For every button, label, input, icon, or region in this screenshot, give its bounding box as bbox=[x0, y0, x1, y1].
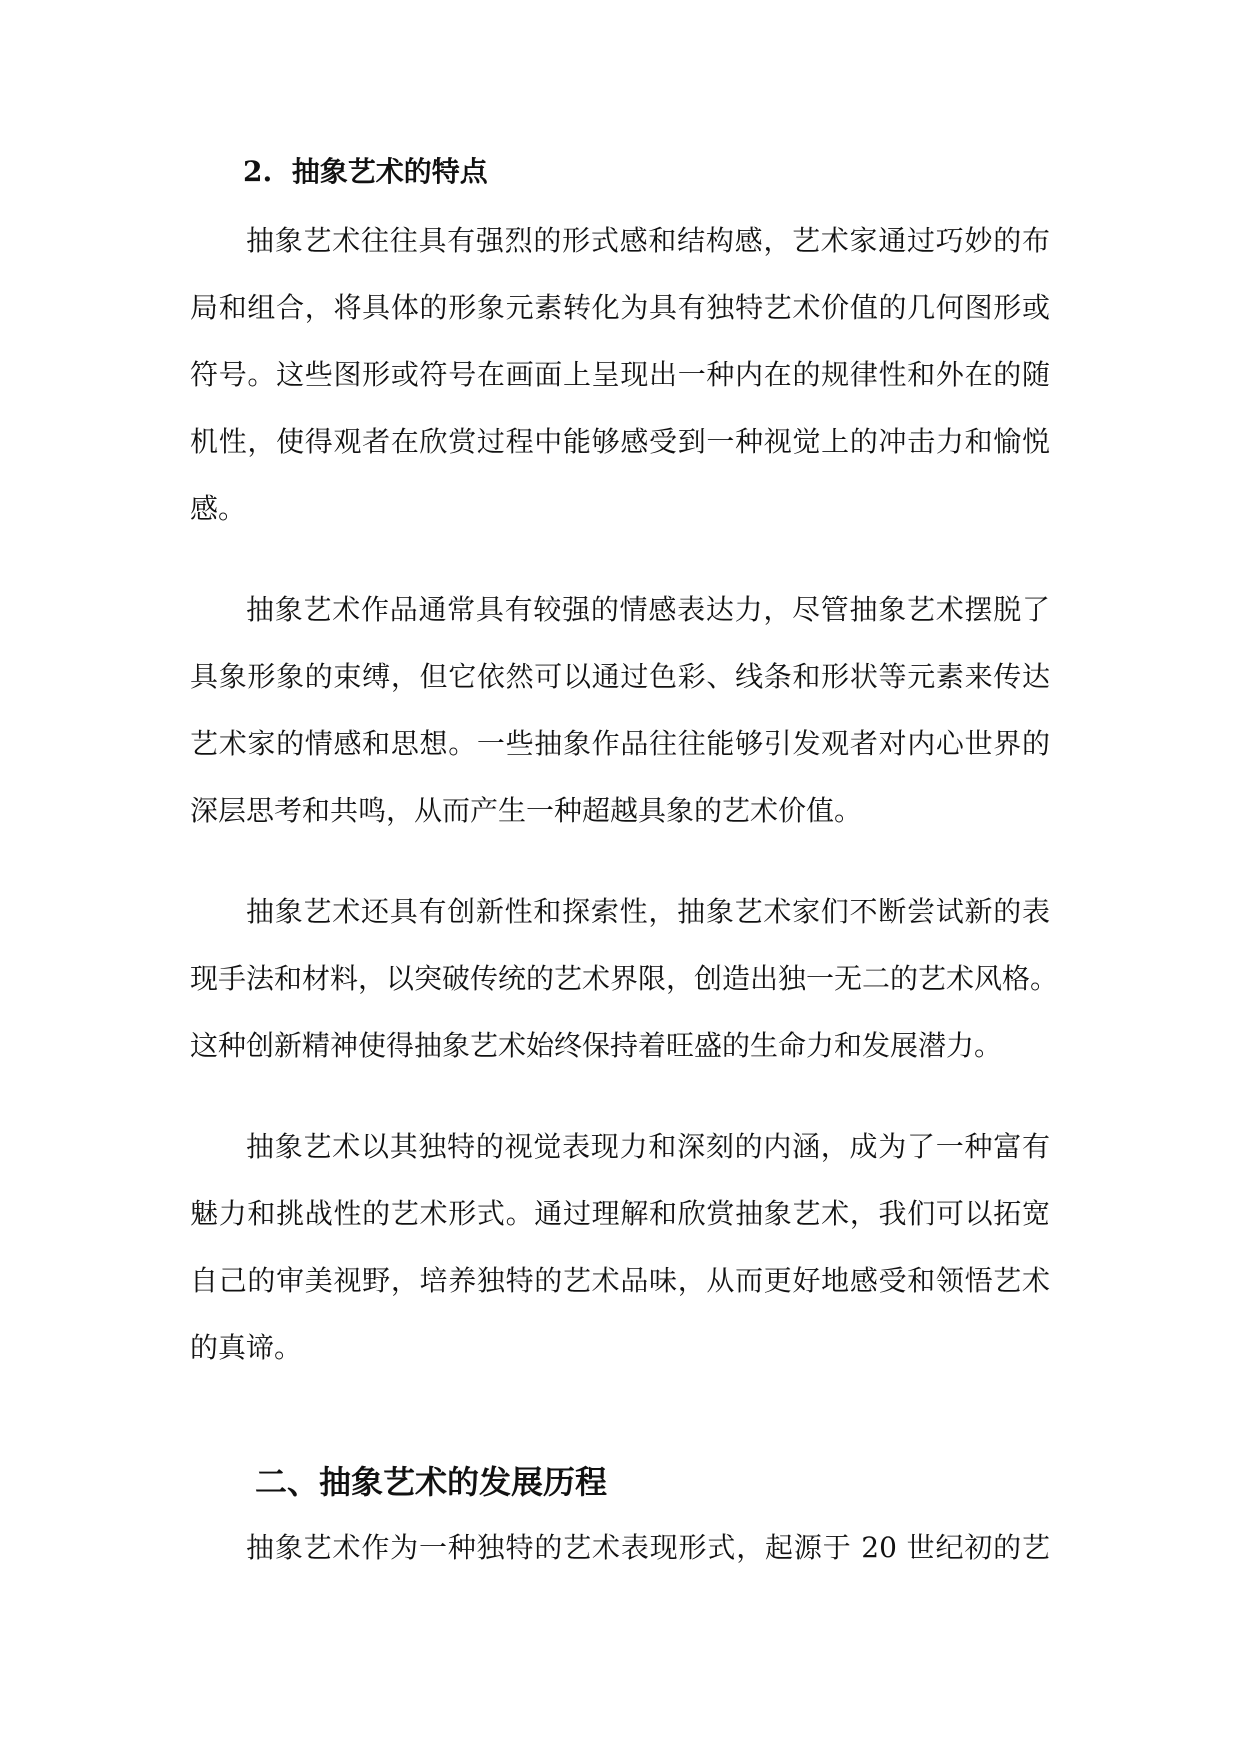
paragraph-line: 这种创新精神使得抽象艺术始终保持着旺盛的生命力和发展潜力。 bbox=[190, 1029, 1003, 1062]
subsection-heading bbox=[243, 154, 488, 190]
paragraph-line: 自己的审美视野，培养独特的艺术品味，从而更好地感受和领悟艺术 bbox=[190, 1264, 1050, 1297]
paragraph-line: 抽象艺术作为一种独特的艺术表现形式，起源于 20 世纪初的艺 bbox=[246, 1531, 1050, 1564]
section-heading: 二、抽象艺术的发展历程 bbox=[255, 1463, 608, 1501]
paragraph-line: 符号。这些图形或符号在画面上呈现出一种内在的规律性和外在的随 bbox=[190, 358, 1050, 391]
paragraph-line: 深层思考和共鸣，从而产生一种超越具象的艺术价值。 bbox=[190, 794, 863, 827]
paragraph-line: 抽象艺术以其独特的视觉表现力和深刻的内涵，成为了一种富有 bbox=[246, 1130, 1050, 1163]
paragraph-line: 艺术家的情感和思想。一些抽象作品往往能够引发观者对内心世界的 bbox=[190, 727, 1050, 760]
subsection-title: 抽象艺术的特点 bbox=[291, 155, 488, 188]
paragraph-line: 的真谛。 bbox=[190, 1331, 303, 1364]
paragraph-line: 具象形象的束缚，但它依然可以通过色彩、线条和形状等元素来传达 bbox=[190, 660, 1050, 693]
paragraph-line: 机性，使得观者在欣赏过程中能够感受到一种视觉上的冲击力和愉悦 bbox=[190, 425, 1050, 458]
paragraph-line: 魅力和挑战性的艺术形式。通过理解和欣赏抽象艺术，我们可以拓宽 bbox=[190, 1197, 1050, 1230]
paragraph-line: 感。 bbox=[190, 492, 247, 525]
paragraph-line: 抽象艺术还具有创新性和探索性，抽象艺术家们不断尝试新的表 bbox=[246, 895, 1050, 928]
paragraph-line: 抽象艺术作品通常具有较强的情感表达力，尽管抽象艺术摆脱了 bbox=[246, 593, 1050, 626]
paragraph-line: 现手法和材料，以突破传统的艺术界限，创造出独一无二的艺术风格。 bbox=[190, 962, 1059, 995]
subsection-number: 2. bbox=[243, 155, 273, 188]
paragraph-line: 抽象艺术往往具有强烈的形式感和结构感，艺术家通过巧妙的布 bbox=[246, 224, 1050, 257]
paragraph-line: 局和组合，将具体的形象元素转化为具有独特艺术价值的几何图形或 bbox=[190, 291, 1050, 324]
